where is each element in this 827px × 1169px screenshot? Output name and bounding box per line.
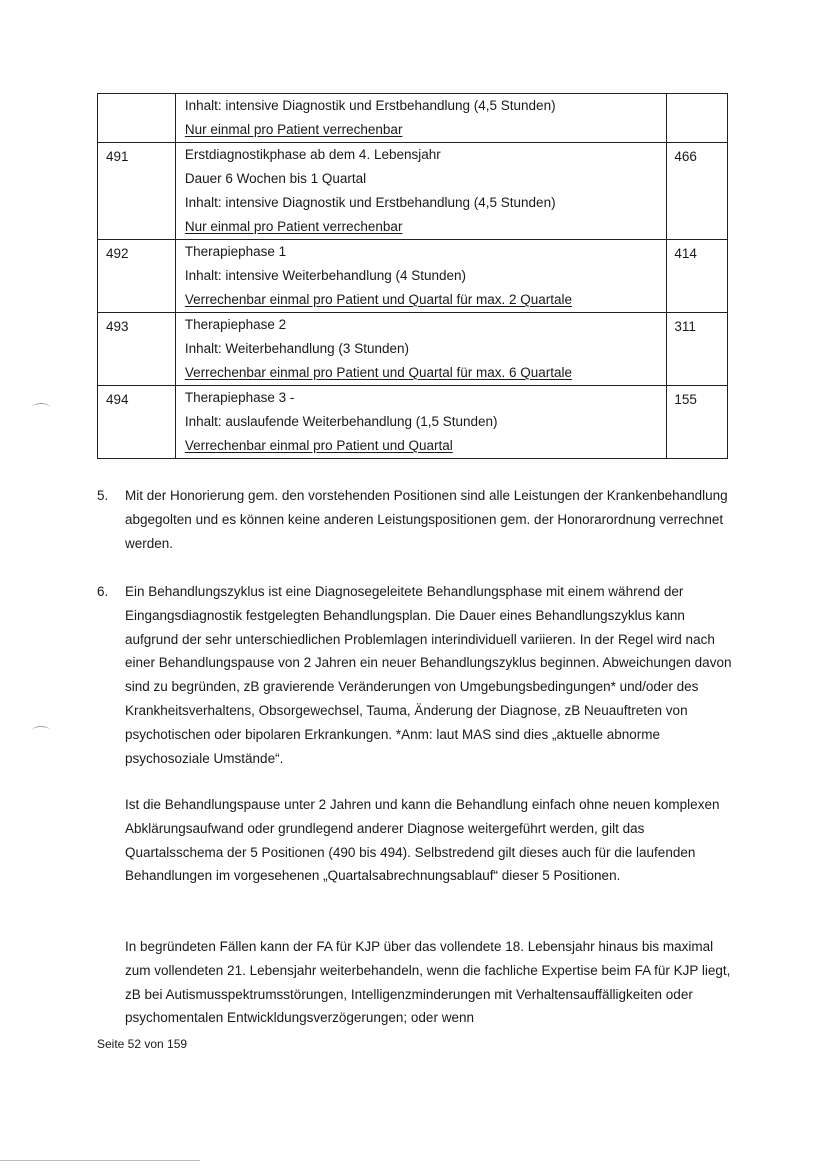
description-line: Inhalt: intensive Diagnostik und Erstbehandlung (4,5 Stunden)	[184, 98, 556, 113]
description-line: Inhalt: intensive Weiterbehandlung (4 Stunden)	[184, 268, 467, 283]
description-line: Therapiephase 2	[184, 317, 287, 332]
points-cell	[667, 386, 728, 459]
code-text: 492	[106, 246, 129, 261]
code-cell	[98, 386, 176, 459]
table-row	[98, 313, 728, 386]
tariff-table	[97, 93, 728, 459]
table-row	[98, 143, 728, 240]
description-line: Erstdiagnostikphase ab dem 4. Lebensjahr	[184, 147, 441, 162]
list-number: 6.	[97, 584, 109, 599]
paragraph-block	[125, 935, 737, 1030]
code-cell	[98, 143, 176, 240]
points-text: 311	[674, 319, 696, 334]
description-cell	[175, 94, 667, 143]
description-line: Inhalt: Weiterbehandlung (3 Stunden)	[184, 341, 409, 356]
paragraph-block	[125, 793, 737, 888]
points-text: 414	[674, 246, 697, 261]
description-line: Verrechenbar einmal pro Patient und Quartal	[184, 438, 453, 453]
code-text: 491	[106, 149, 129, 164]
description-line: Nur einmal pro Patient verrechenbar	[184, 122, 403, 137]
points-cell	[667, 240, 728, 313]
list-number: 5.	[97, 488, 109, 503]
table-row	[98, 94, 728, 143]
points-cell	[667, 313, 728, 386]
description-line: Inhalt: intensive Diagnostik und Erstbehandlung (4,5 Stunden)	[184, 195, 556, 210]
paragraph: Mit der Honorierung gem. den vorstehenden Positionen sind alle Leistungen der Krankenbehandlung abgegolten und es können keine anderen Leistungspositionen gem. der Honorarordnung verrechnet werden.	[125, 488, 728, 551]
scan-artifact	[32, 726, 50, 735]
description-cell	[175, 143, 667, 240]
points-text: 466	[674, 149, 697, 164]
code-cell	[98, 313, 176, 386]
description-cell	[175, 313, 667, 386]
table-row	[98, 240, 728, 313]
scan-artifact	[32, 403, 50, 412]
description-line: Inhalt: auslaufende Weiterbehandlung (1,5 Stunden)	[184, 414, 498, 429]
code-text: 493	[106, 319, 129, 334]
table-row	[98, 386, 728, 459]
description-line: Verrechenbar einmal pro Patient und Quartal für max. 2 Quartale	[184, 292, 573, 307]
description-line: Therapiephase 1	[184, 244, 287, 259]
points-text: 155	[674, 392, 697, 407]
code-cell	[98, 240, 176, 313]
description-line: Dauer 6 Wochen bis 1 Quartal	[184, 171, 367, 186]
paragraph: Ist die Behandlungspause unter 2 Jahren und kann die Behandlung einfach ohne neuen komplexen Abklärungsaufwand oder grundlegend anderer Diagnose weitergeführt werden, gilt das Quartalsschema der 5 Positionen (490 bis 494). Selbstredend gilt dieses auch für die laufenden Behandlungen im vorgesehenen „Quartalsabrechnungsablauf“ dieser 5 Positionen.	[125, 797, 720, 884]
description-line: Nur einmal pro Patient verrechenbar	[184, 219, 403, 234]
points-cell	[667, 143, 728, 240]
scan-artifact	[0, 1160, 200, 1161]
description-line: Verrechenbar einmal pro Patient und Quartal für max. 6 Quartale	[184, 365, 573, 380]
description-cell	[175, 240, 667, 313]
description-cell	[175, 386, 667, 459]
paragraph: In begründeten Fällen kann der FA für KJP über das vollendete 18. Lebensjahr hinaus bis maximal zum vollendeten 21. Lebensjahr weiterbehandeln, wenn die fachliche Expertise beim FA für KJP liegt, zB bei Autismusspektrumsstörungen, Intelligenzminderungen mit Verhaltensauffälligkeiten oder psychomentalen Entwickldungsverzögerungen; oder wenn	[125, 939, 731, 1026]
paragraph: Ein Behandlungszyklus ist eine Diagnosegeleitete Behandlungsphase mit einem während der Eingangsdiagnostik festgelegten Behandlungsplan. Die Dauer eines Behandlungszyklus kann aufgrund der sehr unterschiedlichen Problemlagen interindividuell variieren. In der Regel wird nach einer Behandlungspause von 2 Jahren ein neuer Behandlungszyklus beginnen. Abweichungen davon sind zu begründen, zB gravierende Veränderungen von Umgebungsbedingungen* und/oder des Krankheitsverhaltens, Obsorgewechsel, Tauma, Änderung der Diagnose, zB Neuauftreten von psychotischen oder bipolaren Erkrankungen. *Anm: laut MAS sind dies „aktuelle abnorme psychosoziale Umstände“.	[125, 584, 732, 766]
code-text: 494	[106, 392, 129, 407]
list-body	[125, 580, 737, 770]
description-line: Therapiephase 3 -	[184, 390, 295, 405]
list-body	[125, 484, 737, 555]
page-number: Seite 52 von 159	[97, 1037, 188, 1051]
points-cell	[667, 94, 728, 143]
code-cell	[98, 94, 176, 143]
